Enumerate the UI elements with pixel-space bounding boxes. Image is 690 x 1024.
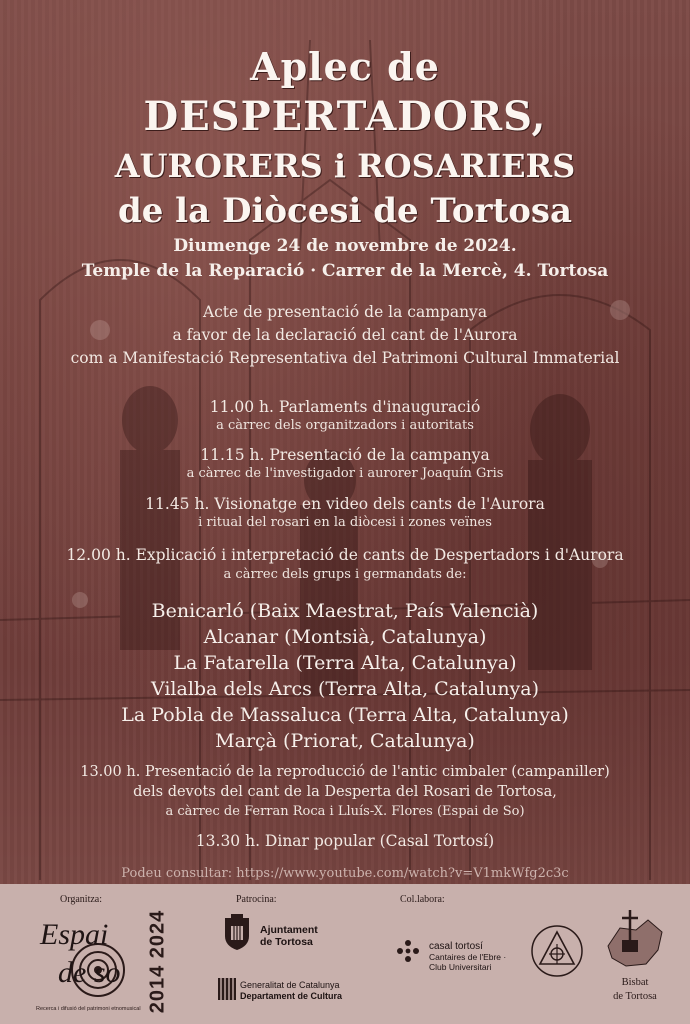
reparacio-seal-icon [530, 924, 584, 978]
espai-wordmark: Espai [40, 918, 109, 951]
ajuntament-name: Ajuntament de Tortosa [260, 924, 318, 948]
title-aurorers: AURORERS i ROSARIERS [114, 147, 576, 185]
event-date: Diumenge 24 de novembre de 2024. [173, 236, 517, 256]
patrocina-label: Patrocina: [236, 894, 277, 905]
closing-line-2: dels devots del cant de la Desperta del Rosari de Tortosa, [133, 784, 557, 800]
generalitat-icon [218, 978, 236, 1000]
program-item-main: 11.00 h. Parlaments d'inauguració [209, 398, 481, 416]
diocese-map-icon [600, 906, 670, 974]
closing-line-1: 13.00 h. Presentació de la reproducció de l'antic cimbaler (campaniller) [80, 764, 610, 780]
program-item-main: 11.45 h. Visionatge en video dels cants de l'Aurora [145, 495, 545, 513]
program-item-sub: a càrrec dels grups i germandats de: [223, 567, 467, 582]
program-item-sub: a càrrec de l'investigador i aurorer Joaquín Gris [186, 466, 504, 481]
town-item: La Fatarella (Terra Alta, Catalunya) [173, 652, 517, 674]
program-item-main: 12.00 h. Explicació i interpretació de cants de Despertadors i d'Aurora [66, 546, 624, 564]
town-item: La Pobla de Massaluca (Terra Alta, Catalunya) [121, 704, 569, 726]
generalitat-name: Generalitat de Catalunya Departament de Cultura [240, 980, 343, 1001]
espai-caption: Recerca i difusió del patrimoni etnomusical [36, 1006, 141, 1012]
town-item: Vilalba dels Arcs (Terra Alta, Catalunya) [150, 678, 540, 700]
town-item: Marçà (Priorat, Catalunya) [215, 730, 475, 752]
program-item-main: 11.15 h. Presentació de la campanya [200, 446, 490, 464]
program-item-sub: a càrrec dels organitzadors i autoritats [216, 418, 474, 433]
bisbat-logo [600, 906, 670, 1016]
consult-link[interactable]: Podeu consultar: https://www.youtube.com/watch?v=V1mkWfg2c3c [121, 866, 569, 881]
casal-tortosi-name: casal tortosí Cantaires de l'Ebre · Club Universitari [429, 941, 507, 972]
city-shield-icon [222, 914, 252, 952]
casal-tortosi-logo [395, 934, 525, 974]
program-item-sub: i ritual del rosari en la diòcesi i zones veïnes [198, 515, 492, 530]
casal-star-icon [395, 938, 421, 964]
generalitat-logo [218, 978, 368, 1008]
ajuntament-logo [222, 914, 352, 954]
lunch-line: 13.30 h. Dinar popular (Casal Tortosí) [195, 832, 495, 850]
organitza-label: Organitza: [60, 894, 103, 905]
collabora-label: Col.labora: [400, 894, 445, 905]
intro-line-1: Acte de presentació de la campanya [202, 303, 488, 321]
closing-line-3: a càrrec de Ferran Roca i Lluís-X. Flores (Espai de So) [165, 804, 525, 819]
title-despertadors: DESPERTADORS, [143, 93, 547, 140]
town-item: Benicarló (Baix Maestrat, País Valencià) [151, 600, 539, 622]
title-diocesi: de la Diòcesi de Tortosa [117, 191, 573, 231]
intro-line-2: a favor de la declaració del cant de l'Aurora [172, 326, 518, 344]
event-place: Temple de la Reparació · Carrer de la Mercè, 4. Tortosa [81, 261, 609, 281]
intro-line-3: com a Manifestació Representativa del Patrimoni Cultural Immaterial [70, 349, 620, 367]
de-so-wordmark: de so [58, 956, 121, 989]
sponsors-footer [0, 884, 690, 1024]
anniversary-years: 2014 2024 [146, 909, 169, 1014]
town-item: Alcanar (Montsià, Catalunya) [203, 626, 487, 648]
title-aplec: Aplec de [250, 44, 440, 89]
bisbat-name: Bisbat de Tortosa [613, 977, 657, 1002]
